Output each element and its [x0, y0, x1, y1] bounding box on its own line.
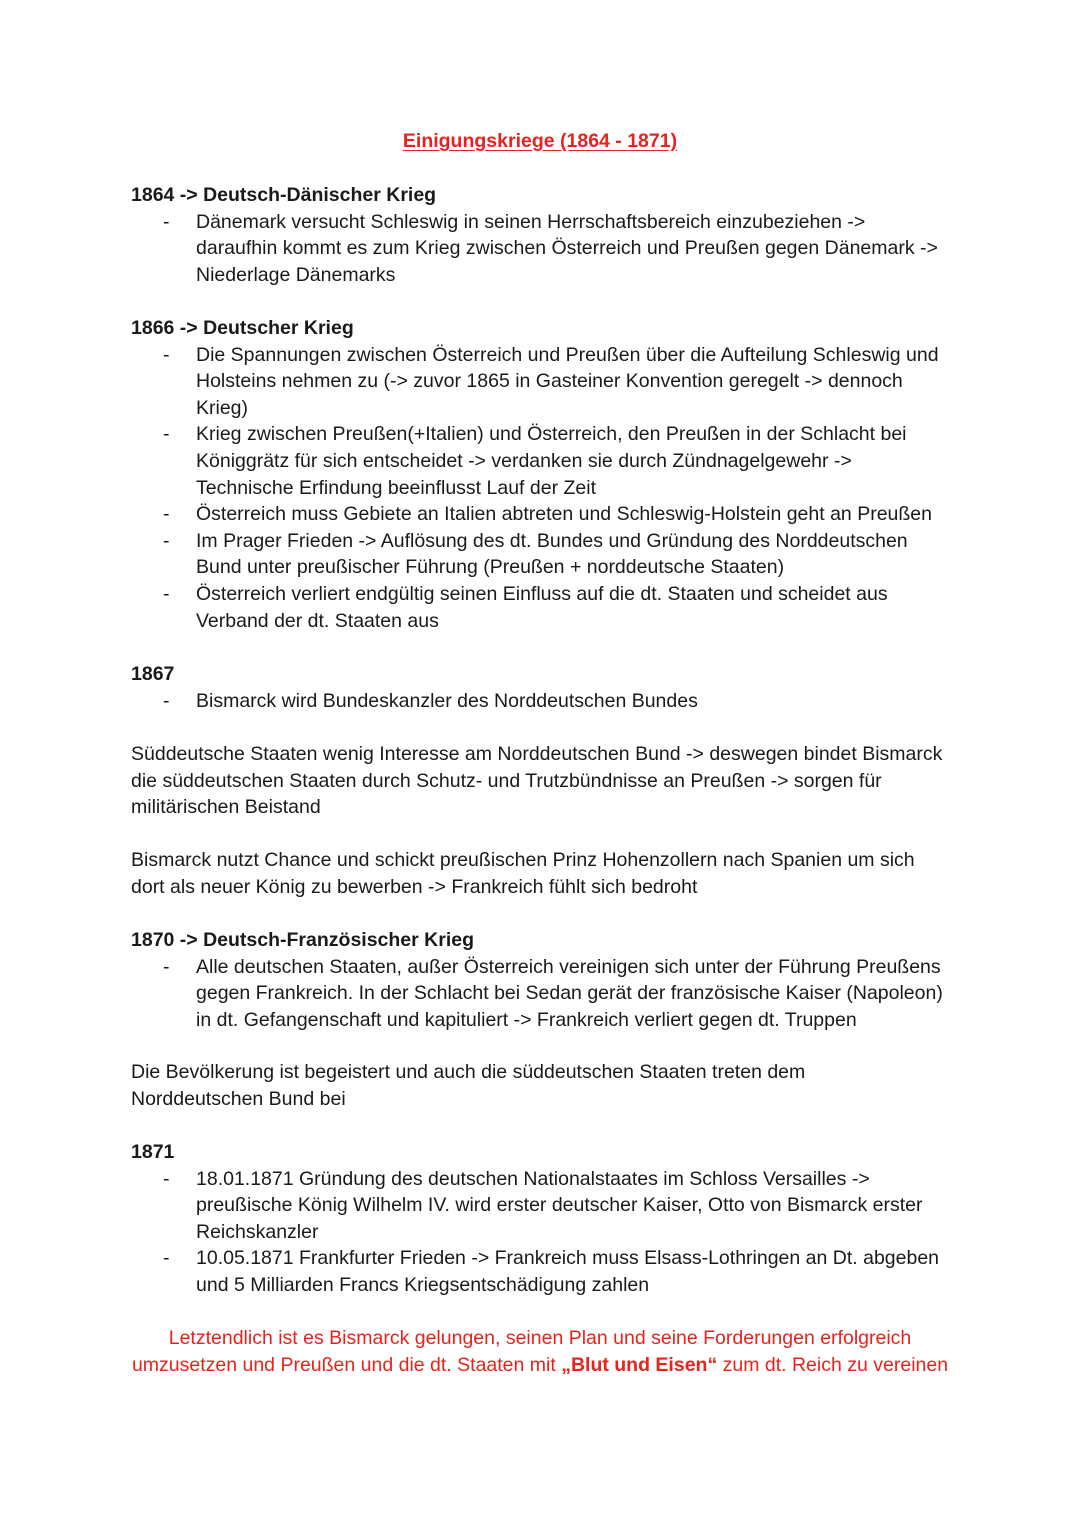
bullet-dash: -	[163, 955, 170, 978]
bullet-dash: -	[163, 529, 170, 552]
section-1870	[131, 927, 961, 1033]
list-item: - Österreich muss Gebiete an Italien abtreten und Schleswig-Holstein geht an Preußen	[131, 501, 961, 528]
conclusion-line-1: Letztendlich ist es Bismarck gelungen, seinen Plan und seine Forderungen erfolgreich	[168, 1327, 912, 1349]
conclusion-line-2: umzusetzen und Preußen und die dt. Staaten mit „Blut und Eisen“ zum dt. Reich zu vereinen	[131, 1353, 949, 1376]
paragraph-southern-states: Süddeutsche Staaten wenig Interesse am Norddeutschen Bund -> deswegen bindet Bismarck die süddeutschen Staaten durch Schutz- und Trutzbündnisse an Preußen -> sorgen für militärischen Beistand	[131, 743, 943, 819]
section-1866	[131, 315, 961, 634]
list-item: - Bismarck wird Bundeskanzler des Norddeutschen Bundes	[131, 688, 961, 715]
list-item: - Krieg zwischen Preußen(+Italien) und Österreich, den Preußen in der Schlacht bei Königgrätz für sich entscheidet -> verdanken sie durch Zündnagelgewehr -> Technische Erfindung beeinflusst Lauf der Zeit	[163, 423, 907, 499]
section-heading: 1864 -> Deutsch-Dänischer Krieg	[131, 184, 437, 206]
conclusion-emphasis: „Blut und Eisen“	[561, 1353, 718, 1376]
list-item: - Alle deutschen Staaten, außer Österreich vereinigen sich unter der Führung Preußens gegen Frankreich. In der Schlacht bei Sedan gerät der französische Kaiser (Napoleon) in dt. Gefangenschaft und kapituliert -> Frankreich verliert gegen dt. Truppen	[163, 955, 943, 1031]
bullet-dash: -	[163, 582, 170, 605]
bullet-dash: -	[163, 210, 170, 233]
page-title: Einigungskriege (1864 - 1871)	[402, 130, 678, 152]
list-item: - Österreich verliert endgültig seinen Einfluss auf die dt. Staaten und scheidet aus Verband der dt. Staaten aus	[163, 582, 888, 632]
conclusion	[0, 1325, 1080, 1378]
bullet-dash: -	[163, 1167, 170, 1190]
bullet-dash: -	[163, 503, 170, 526]
list-item: - 10.05.1871 Frankfurter Frieden -> Frankreich muss Elsass-Lothringen an Dt. abgeben und 5 Milliarden Francs Kriegsentschädigung zahlen	[163, 1247, 940, 1296]
section-heading: 1870 -> Deutsch-Französischer Krieg	[131, 929, 475, 951]
section-1871	[131, 1139, 961, 1299]
section-heading: 1866 -> Deutscher Krieg	[131, 317, 354, 339]
bullet-dash: -	[163, 343, 170, 366]
bullet-dash: -	[163, 423, 170, 446]
list-item: - Im Prager Frieden -> Auflösung des dt. Bundes und Gründung des Norddeutschen Bund unter preußischer Führung (Preußen + norddeutsche Staaten)	[163, 529, 908, 579]
list-item: - 18.01.1871 Gründung des deutschen Nationalstaates im Schloss Versailles -> preußische König Wilhelm IV. wird erster deutscher Kaiser, Otto von Bismarck erster Reichskanzler	[163, 1167, 923, 1243]
bullet-dash: -	[163, 689, 170, 712]
list-item: - Dänemark versucht Schleswig in seinen Herrschaftsbereich einzubeziehen -> daraufhin kommt es zum Krieg zwischen Österreich und Preußen gegen Dänemark -> Niederlage Dänemarks	[163, 210, 938, 286]
paragraph-hohenzollern: Bismarck nutzt Chance und schickt preußischen Prinz Hohenzollern nach Spanien um sich dort als neuer König zu bewerben -> Frankreich fühlt sich bedroht	[131, 849, 915, 898]
paragraph-population: Die Bevölkerung ist begeistert und auch die süddeutschen Staaten treten dem Norddeutschen Bund bei	[131, 1061, 806, 1110]
section-1867	[131, 661, 961, 714]
bullet-dash: -	[163, 1247, 170, 1270]
list-item: - Die Spannungen zwischen Österreich und Preußen über die Aufteilung Schleswig und Holsteins nehmen zu (-> zuvor 1865 in Gasteiner Konvention geregelt -> dennoch Krieg)	[163, 343, 939, 419]
section-heading: 1867	[131, 663, 175, 685]
section-heading: 1871	[131, 1141, 175, 1163]
section-1864	[131, 182, 961, 288]
